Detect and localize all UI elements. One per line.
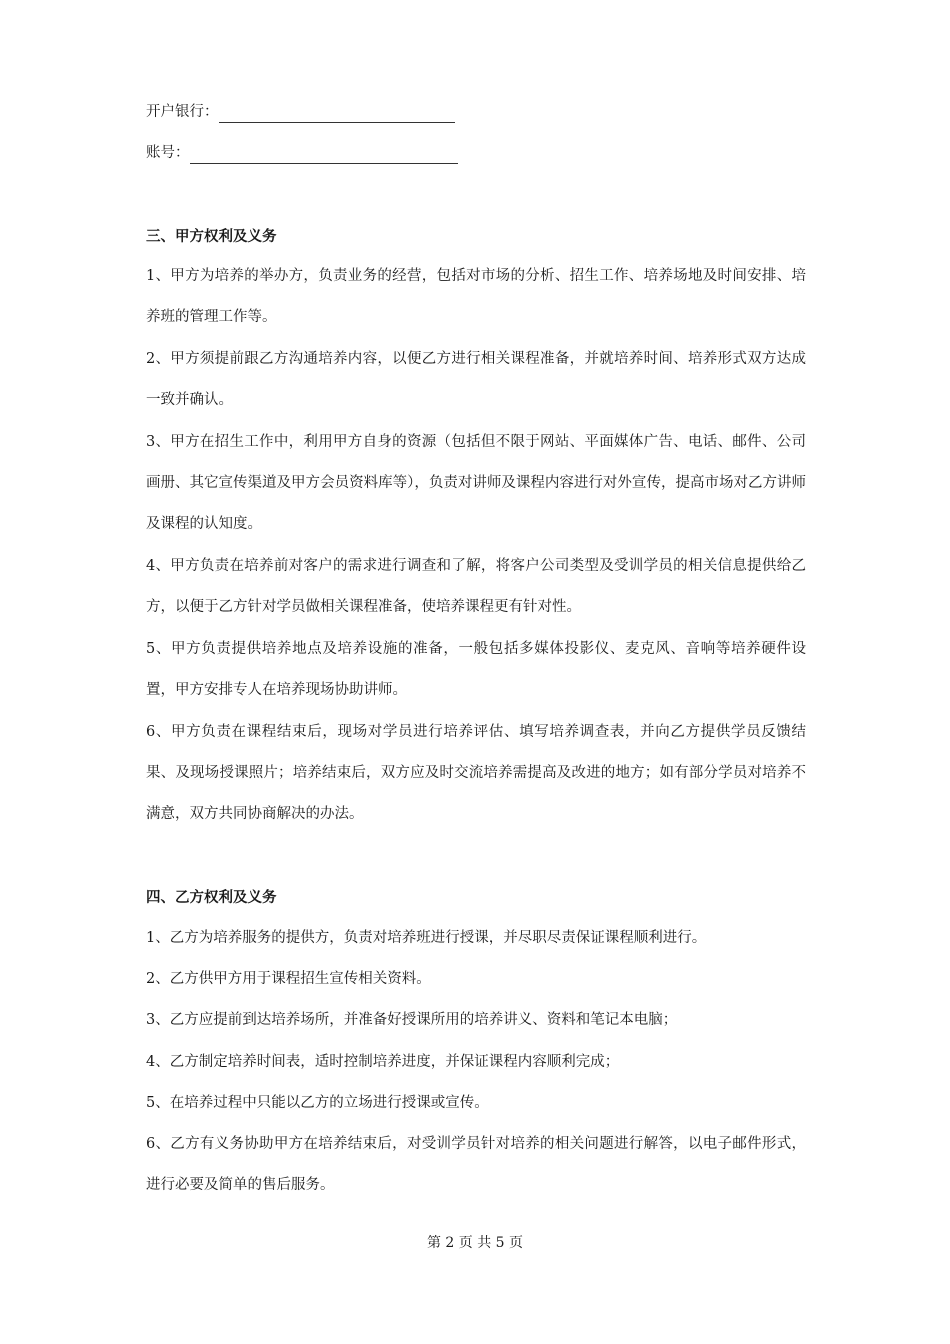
section4-heading: 四、乙方权利及义务: [146, 890, 277, 906]
section3-item-1: 1、甲方为培养的举办方，负责业务的经营，包括对市场的分析、招生工作、培养场地及时间安排、培养班的管理工作等。: [146, 268, 806, 325]
section4-item-2: 2、乙方供甲方用于课程招生宣传相关资料。: [146, 971, 431, 987]
bank-field: [146, 101, 455, 123]
bank-label: 开户银行：: [146, 104, 219, 120]
section3-heading: 三、甲方权利及义务: [146, 229, 277, 245]
section4-item-5: 5、在培养过程中只能以乙方的立场进行授课或宣传。: [146, 1095, 489, 1111]
section3-item-2: 2、甲方须提前跟乙方沟通培养内容，以便乙方进行相关课程准备，并就培养时间、培养形式双方达成一致并确认。: [146, 351, 806, 408]
account-blank: [190, 146, 458, 164]
section4-item-4: 4、乙方制定培养时间表，适时控制培养进度，并保证课程内容顺利完成；: [146, 1054, 620, 1070]
section4-item-3: 3、乙方应提前到达培养场所，并准备好授课所用的培养讲义、资料和笔记本电脑；: [146, 1012, 678, 1028]
section3-item-3: 3、甲方在招生工作中，利用甲方自身的资源（包括但不限于网站、平面媒体广告、电话、邮件、公司画册、其它宣传渠道及甲方会员资料库等），负责对讲师及课程内容进行对外宣传，提高市场对乙方讲师及课程的认知度。: [146, 434, 806, 532]
section4-item-1: 1、乙方为培养服务的提供方，负责对培养班进行授课，并尽职尽责保证课程顺利进行。: [146, 930, 707, 946]
section3-item-5: 5、甲方负责提供培养地点及培养设施的准备，一般包括多媒体投影仪、麦克风、音响等培养硬件设置，甲方安排专人在培养现场协助讲师。: [146, 641, 806, 698]
section3-item-6: 6、甲方负责在课程结束后，现场对学员进行培养评估、填写培养调查表，并向乙方提供学员反馈结果、及现场授课照片；培养结束后，双方应及时交流培养需提高及改进的地方；如有部分学员对培养不满意，双方共同协商解决的办法。: [146, 724, 806, 822]
account-field: [146, 142, 458, 164]
bank-blank: [219, 105, 455, 123]
section3-item-4: 4、甲方负责在培养前对客户的需求进行调查和了解，将客户公司类型及受训学员的相关信息提供给乙方，以便于乙方针对学员做相关课程准备，使培养课程更有针对性。: [146, 558, 806, 615]
page-number-footer: 第 2 页 共 5 页: [426, 1235, 524, 1251]
section4-item-6: 6、乙方有义务协助甲方在培养结束后，对受训学员针对培养的相关问题进行解答，以电子邮件形式，进行必要及简单的售后服务。: [146, 1136, 806, 1193]
account-label: 账号：: [146, 145, 190, 161]
